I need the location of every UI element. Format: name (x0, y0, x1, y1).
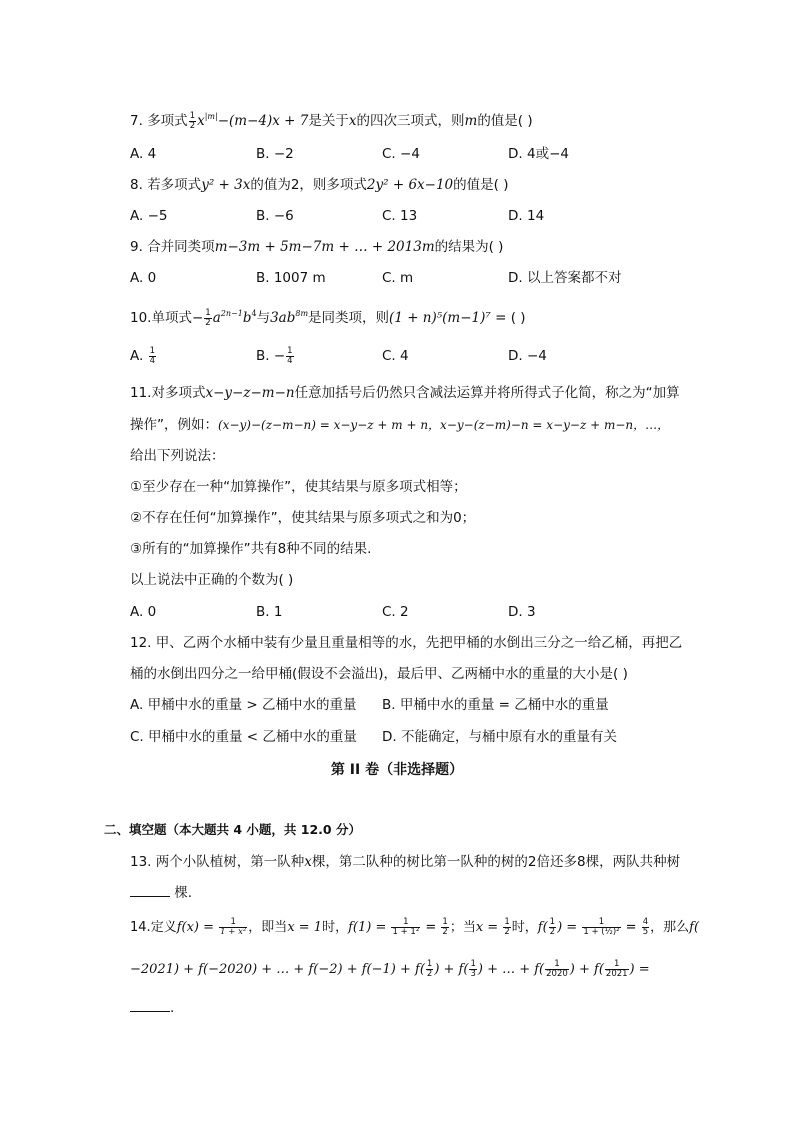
option-a: A. 4 (130, 146, 157, 162)
option-d: D. 14 (508, 208, 545, 224)
statement-2: ②不存在任何“加算操作”，使其结果与原多项式之和为0； (130, 510, 476, 526)
option-b: B. −2 (256, 146, 294, 162)
question-14-line-1: 14.定义f(x) = $\frac{1}{\text{1 + x²}}$ ，即当x = 1时，f(1) = $\frac{1}{\text{1 + 1²}}$ = $\frac{1}{2}$ ；当x = $\frac{1}{2}$ 时，f( $\frac{1}{2}$ ) = $\frac{1}{\text{1 + (½)²}}$ = $\frac{4}{5}$ ，那么f( (130, 917, 700, 937)
question-7: 7. 多项式 $\frac{1}{2}$ $x^{|m|}-(m-4)x + 7$是关于x的四次三项式，则m的值是( ) (130, 110, 533, 131)
option-c: C. 4 (382, 348, 409, 364)
option-d: D. 不能确定，与桶中原有水的重量有关 (382, 729, 617, 745)
question-11-ask: 以上说法中正确的个数为( ) (130, 572, 294, 588)
option-c: C. 13 (382, 208, 418, 224)
option-b: B. 1007 m (256, 270, 326, 286)
question-number: 9. (130, 239, 143, 255)
question-9: 9. 合并同类项m−3m + 5m−7m + … + 2013m的结果为( ) (130, 239, 504, 255)
question-text: 多项式 (147, 113, 188, 129)
question-14-line-3: . (130, 998, 174, 1018)
option-b: B. −6 (256, 208, 294, 224)
fraction: $\frac{1}{2021}$ (605, 959, 628, 979)
fraction: $\frac{1}{2020}$ (546, 959, 568, 979)
question-number: 7. (130, 113, 143, 129)
option-a: A. $\frac{1}{4}$ (130, 345, 156, 366)
fraction: $\frac{1}{3}$ (470, 959, 476, 979)
fraction: $\frac{1}{\text{1 + x²}}$ (220, 917, 247, 937)
option-d: D. −4 (508, 348, 547, 364)
option-a: A. −5 (130, 208, 168, 224)
option-d: D. 4或−4 (508, 146, 569, 162)
fraction: $\frac{1}{2}$ (189, 110, 196, 131)
question-10: 10.单项式− $\frac{1}{2}$ $a^{2n-1}b^4$与$3ab^{8m}$是同类项，则(1 + n)⁵(m−1)⁷ = ( ) (130, 307, 526, 328)
question-number: 10. (130, 310, 152, 326)
fraction: $\frac{4}{5}$ (642, 917, 649, 937)
statement-3: ③所有的“加算操作”共有8种不同的结果. (130, 541, 372, 557)
option-c: C. m (382, 270, 414, 286)
fraction: $\frac{1}{\text{1 + (½)²}}$ (583, 917, 620, 937)
statement-1: ①至少存在一种“加算操作”，使其结果与原多项式相等； (130, 479, 467, 495)
option-b: B. − $\frac{1}{4}$ (256, 345, 293, 366)
option-b: B. 甲桶中水的重量 = 乙桶中水的重量 (382, 697, 609, 713)
fraction: $\frac{1}{2}$ (205, 307, 211, 328)
option-a: A. 甲桶中水的重量 > 乙桶中水的重量 (130, 697, 357, 713)
option-c: C. 2 (382, 604, 409, 620)
option-c: C. 甲桶中水的重量 < 乙桶中水的重量 (130, 729, 357, 745)
option-d: D. 3 (508, 604, 536, 620)
question-12-line-1: 12. 甲、乙两个水桶中装有少量且重量相等的水，先把甲桶的水倒出三分之一给乙桶，再把乙 (130, 635, 683, 651)
section-heading: 二、填空题（本大题共 4 小题，共 12.0 分） (104, 822, 361, 837)
fraction: $\frac{1}{2}$ (442, 917, 448, 937)
fraction: $\frac{1}{4}$ (287, 345, 293, 366)
question-13-line-1: 13. 两个小队植树，第一队种x棵，第二队种的树比第一队种的树的2倍还多8棵，两队共种树 (130, 854, 681, 870)
question-8: 8. 若多项式y² + 3x的值为2，则多项式2y² + 6x−10的值是( ) (130, 177, 509, 193)
answer-blank[interactable] (130, 999, 170, 1012)
question-12-line-2: 桶的水倒出四分之一给甲桶(假设不会溢出)，最后甲、乙两桶中水的重量的大小是( ) (130, 666, 628, 682)
question-number: 8. (130, 177, 143, 193)
option-d: D. 以上答案都不对 (508, 270, 622, 286)
fraction: $\frac{1}{2}$ (426, 959, 433, 979)
option-c: C. −4 (382, 146, 420, 162)
question-11-line-1: 11.对多项式x−y−z−m−n任意加括号后仍然只含减法运算并将所得式子化简，称之为“加算 (130, 385, 680, 401)
option-b: B. 1 (256, 604, 283, 620)
option-a: A. 0 (130, 270, 157, 286)
question-13-line-2: 棵. (130, 883, 192, 903)
section-title: 第 II 卷（非选择题） (330, 762, 464, 778)
fraction: $\frac{1}{4}$ (149, 345, 156, 366)
answer-blank[interactable] (130, 884, 170, 897)
question-14-line-2: −2021) + f(−2020) + … + f(−2) + f(−1) + f( $\frac{1}{2}$ ) + f( $\frac{1}{3}$ ) + … + f( $\frac{1}{2020}$ ) + f( $\frac{1}{2021}$ ) = (130, 959, 650, 979)
fraction: $\frac{1}{2}$ (549, 917, 556, 937)
fraction: $\frac{1}{\text{1 + 1²}}$ (392, 917, 420, 937)
question-11-line-3: 给出下列说法： (130, 448, 225, 464)
fraction: $\frac{1}{2}$ (504, 917, 510, 937)
option-a: A. 0 (130, 604, 157, 620)
question-11-line-2: 操作”，例如：(x−y)−(z−m−n) = x−y−z + m + n，x−y−(z−m)−n = x−y−z + m−n，…， (130, 417, 670, 433)
